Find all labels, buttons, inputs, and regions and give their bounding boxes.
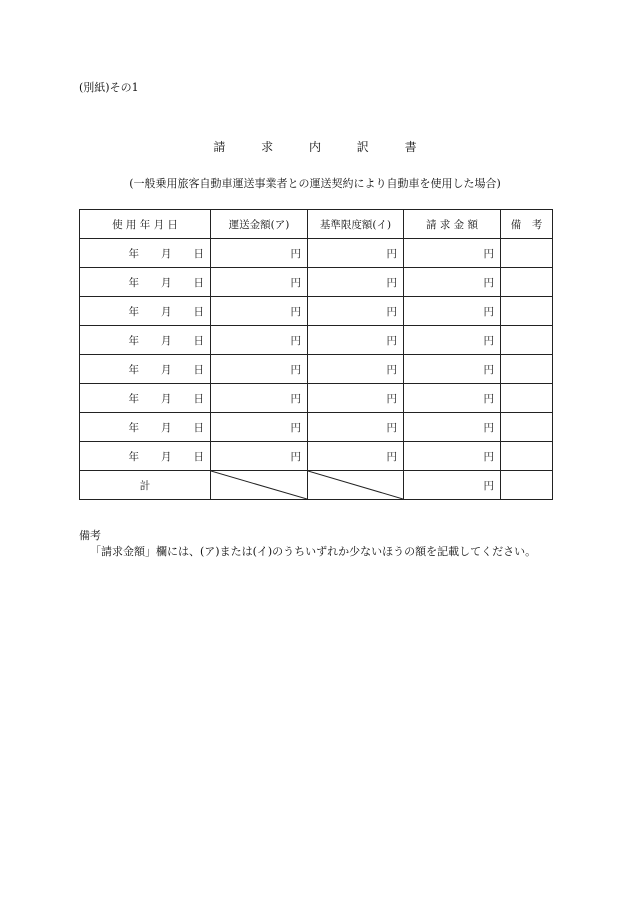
year-label: 年 [128, 334, 139, 347]
yen-unit: 円 [290, 421, 301, 434]
claim-amount-cell[interactable] [404, 355, 501, 384]
table-row [80, 297, 553, 326]
day-label: 日 [193, 363, 204, 376]
year-label: 年 [128, 421, 139, 434]
notes-body: 「請求金額」欄には、(ア)または(イ)のうちいずれか少ないほうの額を記載してください。 [90, 545, 537, 558]
yen-unit: 円 [483, 276, 494, 289]
transport-amount-cell[interactable] [211, 442, 308, 471]
yen-unit: 円 [483, 334, 494, 347]
remarks-cell[interactable] [501, 442, 553, 471]
day-label: 日 [193, 421, 204, 434]
year-label: 年 [128, 247, 139, 260]
claim-amount-cell[interactable] [404, 239, 501, 268]
remarks-cell[interactable] [501, 239, 553, 268]
month-label: 月 [161, 247, 172, 260]
total-label: 計 [80, 471, 211, 500]
year-label: 年 [128, 450, 139, 463]
day-label: 日 [193, 276, 204, 289]
transport-amount-cell[interactable] [211, 297, 308, 326]
day-label: 日 [193, 450, 204, 463]
month-label: 月 [161, 363, 172, 376]
claim-amount-cell[interactable] [404, 268, 501, 297]
year-label: 年 [128, 305, 139, 318]
month-label: 月 [161, 305, 172, 318]
header-transport-amount: 運送金額(ア) [211, 210, 308, 239]
month-label: 月 [161, 450, 172, 463]
yen-unit: 円 [386, 334, 397, 347]
standard-limit-cell[interactable] [308, 297, 404, 326]
table-row [80, 384, 553, 413]
month-label: 月 [161, 421, 172, 434]
year-label: 年 [128, 363, 139, 376]
claim-amount-cell[interactable] [404, 442, 501, 471]
month-label: 月 [161, 392, 172, 405]
table-row [80, 355, 553, 384]
yen-unit: 円 [386, 276, 397, 289]
yen-unit: 円 [483, 392, 494, 405]
claim-amount-cell[interactable] [404, 297, 501, 326]
header-use-date: 使 用 年 月 日 [80, 210, 211, 239]
notes-title: 備考 [79, 529, 101, 542]
table-header-row [80, 210, 553, 239]
standard-limit-cell[interactable] [308, 239, 404, 268]
claim-amount-cell[interactable] [404, 326, 501, 355]
yen-unit: 円 [386, 450, 397, 463]
remarks-cell[interactable] [501, 268, 553, 297]
header-remarks: 備 考 [501, 210, 553, 239]
yen-unit: 円 [483, 421, 494, 434]
remarks-cell[interactable] [501, 297, 553, 326]
day-label: 日 [193, 305, 204, 318]
transport-amount-cell[interactable] [211, 413, 308, 442]
yen-unit: 円 [290, 334, 301, 347]
yen-unit: 円 [483, 363, 494, 376]
day-label: 日 [193, 334, 204, 347]
yen-unit: 円 [386, 392, 397, 405]
use-date-cell[interactable] [80, 268, 211, 297]
yen-unit: 円 [386, 363, 397, 376]
standard-limit-cell[interactable] [308, 413, 404, 442]
transport-amount-cell[interactable] [211, 384, 308, 413]
standard-limit-cell[interactable] [308, 384, 404, 413]
yen-unit: 円 [483, 247, 494, 260]
yen-unit: 円 [386, 305, 397, 318]
day-label: 日 [193, 392, 204, 405]
yen-unit: 円 [290, 392, 301, 405]
month-label: 月 [161, 334, 172, 347]
yen-unit: 円 [290, 450, 301, 463]
yen-unit: 円 [386, 421, 397, 434]
use-date-cell[interactable] [80, 297, 211, 326]
table-row [80, 413, 553, 442]
claim-amount-cell[interactable] [404, 413, 501, 442]
yen-unit: 円 [290, 305, 301, 318]
attachment-label: (別紙)その1 [79, 81, 139, 94]
remarks-cell[interactable] [501, 384, 553, 413]
table-row [80, 442, 553, 471]
total-claim-amount[interactable]: 円 [404, 471, 501, 500]
standard-limit-cell[interactable] [308, 268, 404, 297]
table-row [80, 326, 553, 355]
use-date-cell[interactable] [80, 355, 211, 384]
total-remarks[interactable] [501, 471, 553, 500]
use-date-cell[interactable] [80, 442, 211, 471]
year-label: 年 [128, 392, 139, 405]
total-transport-slash [211, 471, 308, 500]
transport-amount-cell[interactable] [211, 239, 308, 268]
table-row [80, 268, 553, 297]
standard-limit-cell[interactable] [308, 326, 404, 355]
header-claim-amount: 請 求 金 額 [404, 210, 501, 239]
day-label: 日 [193, 247, 204, 260]
document-subtitle: (一般乗用旅客自動車運送事業者との運送契約により自動車を使用した場合) [129, 177, 501, 190]
transport-amount-cell[interactable] [211, 268, 308, 297]
yen-unit: 円 [290, 363, 301, 376]
header-standard-limit: 基準限度額(イ) [308, 210, 404, 239]
document-title: 請 求 内 訳 書 [213, 140, 417, 154]
table-row [80, 239, 553, 268]
total-limit-slash [308, 471, 404, 500]
standard-limit-cell[interactable] [308, 355, 404, 384]
yen-unit: 円 [483, 450, 494, 463]
remarks-cell[interactable] [501, 326, 553, 355]
standard-limit-cell[interactable] [308, 442, 404, 471]
total-row [80, 471, 553, 500]
yen-unit: 円 [290, 276, 301, 289]
yen-unit: 円 [290, 247, 301, 260]
yen-unit: 円 [483, 305, 494, 318]
year-label: 年 [128, 276, 139, 289]
claim-amount-cell[interactable] [404, 384, 501, 413]
claim-breakdown-table [79, 209, 553, 500]
use-date-cell[interactable] [80, 239, 211, 268]
remarks-cell[interactable] [501, 413, 553, 442]
use-date-cell[interactable] [80, 413, 211, 442]
remarks-cell[interactable] [501, 355, 553, 384]
month-label: 月 [161, 276, 172, 289]
use-date-cell[interactable] [80, 384, 211, 413]
transport-amount-cell[interactable] [211, 355, 308, 384]
transport-amount-cell[interactable] [211, 326, 308, 355]
yen-unit: 円 [386, 247, 397, 260]
use-date-cell[interactable] [80, 326, 211, 355]
